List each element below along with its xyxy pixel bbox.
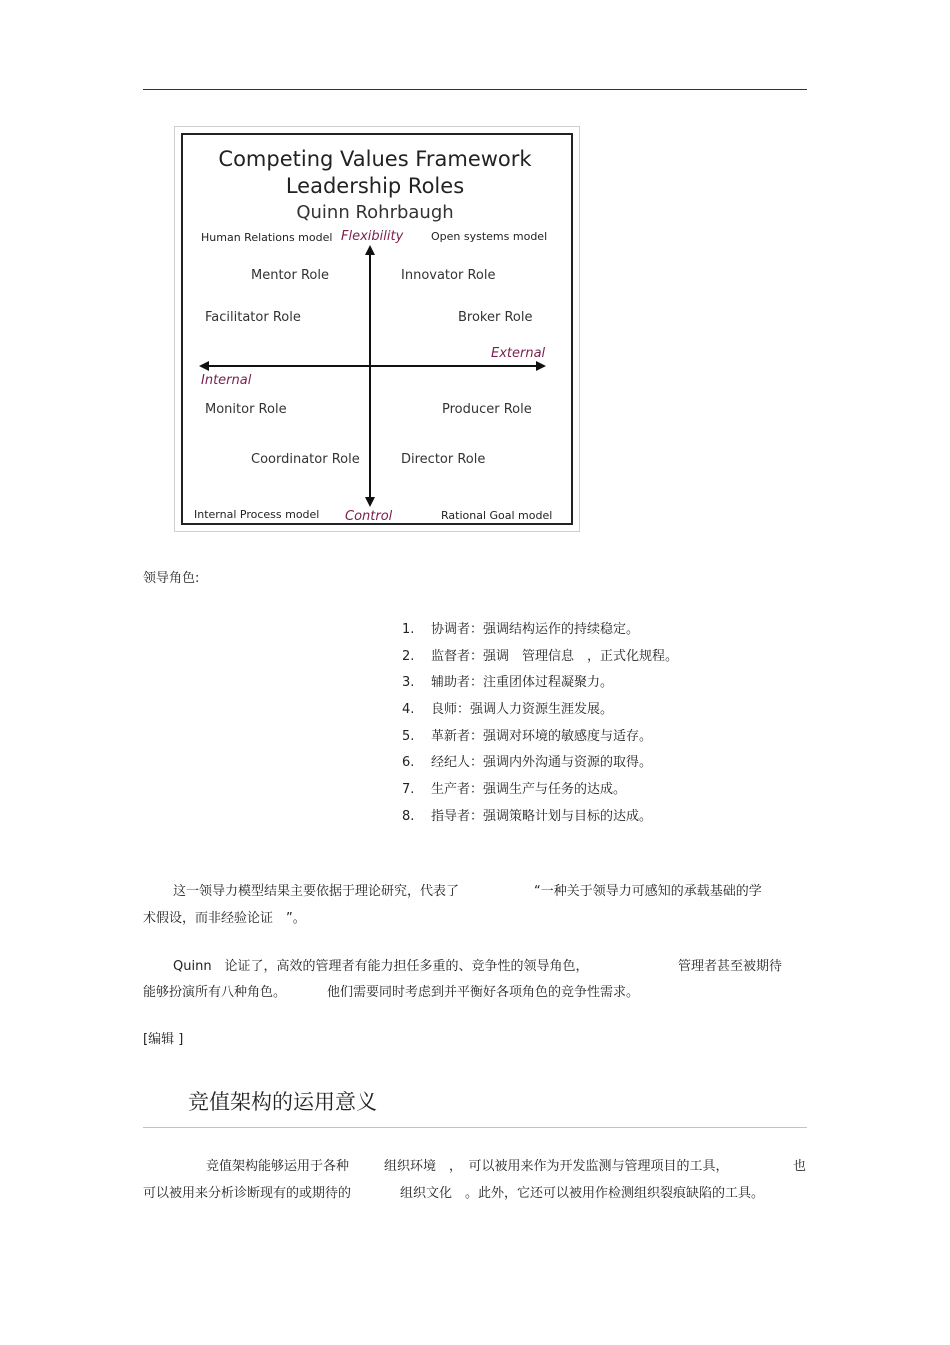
list-item: 2. 监督者：强调 管理信息 ，正式化规程。: [402, 648, 679, 664]
section-line1b: 组织环境 ， 可以被用来作为开发监测与管理项目的工具，: [384, 1159, 729, 1174]
axis-label-control: Control: [345, 509, 393, 524]
figure-title-line2: Leadership Roles: [285, 174, 465, 198]
edit-link[interactable]: [编辑 ]: [143, 1032, 184, 1047]
section-line2a: 可以被用来分析诊断现有的或期待的: [143, 1186, 352, 1201]
list-item: 4. 良师：强调人力资源生涯发展。: [402, 702, 614, 718]
paragraph-2-line2a: 能够扮演所有八种角色。: [143, 985, 287, 1000]
axis-label-flexibility: Flexibility: [341, 229, 404, 244]
list-item: 1. 协调者：强调结构运作的持续稳定。: [402, 622, 640, 637]
leadership-role-list: [402, 618, 678, 832]
model-open-systems: Open systems model: [431, 230, 548, 243]
list-item: 8. 指导者：强调策略计划与目标的达成。: [402, 808, 653, 824]
axis-label-external: External: [491, 346, 546, 361]
axis-arrow-up: [365, 245, 375, 255]
role-coordinator: Coordinator Role: [251, 452, 360, 467]
role-director: Director Role: [401, 452, 486, 467]
model-internal-process: Internal Process model: [194, 508, 320, 521]
section-title: 竞值架构的运用意义: [188, 1090, 377, 1114]
figure-axes: [175, 127, 579, 531]
section-line1a: 竞值架构能够运用于各种: [206, 1159, 350, 1174]
axis-arrow-right: [536, 361, 546, 371]
role-producer: Producer Role: [442, 402, 532, 417]
model-rational-goal: Rational Goal model: [441, 509, 553, 522]
paragraph-1-line1a: 这一领导力模型结果主要依据于理论研究，代表了: [173, 884, 460, 899]
list-item: 5. 革新者：强调对环境的敏感度与适存。: [402, 728, 653, 744]
axis-label-internal: Internal: [201, 373, 252, 388]
paragraph-1-line1b: “一种关于领导力可感知的承载基础的学: [534, 884, 762, 899]
paragraph-1-line2: 术假设，而非经验论证 ”。: [143, 911, 306, 926]
axis-arrow-down: [365, 497, 375, 507]
paragraph-2-line2b: 他们需要同时考虑到并平衡好各项角色的竞争性需求。: [327, 985, 640, 1000]
role-innovator: Innovator Role: [401, 268, 496, 283]
section-rule: [143, 1127, 807, 1128]
figure-subtitle: Quinn Rohrbaugh: [296, 202, 454, 223]
model-human-relations: Human Relations model: [201, 231, 333, 244]
axis-arrow-left: [199, 361, 209, 371]
header-rule: [143, 89, 807, 90]
competing-values-figure: [174, 126, 580, 532]
intro-label: 领导角色:: [143, 571, 200, 586]
role-monitor: Monitor Role: [205, 402, 287, 417]
list-item: 3. 辅助者：注重团体过程凝聚力。: [402, 675, 614, 691]
role-facilitator: Facilitator Role: [205, 310, 301, 325]
role-broker: Broker Role: [458, 310, 533, 325]
list-item: 6. 经纪人：强调内外沟通与资源的取得。: [402, 755, 653, 771]
paragraph-2-line1b: 管理者甚至被期待: [678, 959, 783, 974]
figure-title-line1: Competing Values Framework: [218, 147, 532, 171]
paragraph-2-line1a: Quinn 论证了，高效的管理者有能力担任多重的、竞争性的领导角色，: [173, 959, 589, 974]
section-line1c: 也: [793, 1159, 807, 1174]
section-line2b: 组织文化 。此外，它还可以被用作检测组织裂痕缺陷的工具。: [400, 1186, 765, 1201]
role-mentor: Mentor Role: [251, 268, 329, 283]
list-item: 7. 生产者：强调生产与任务的达成。: [402, 782, 627, 798]
